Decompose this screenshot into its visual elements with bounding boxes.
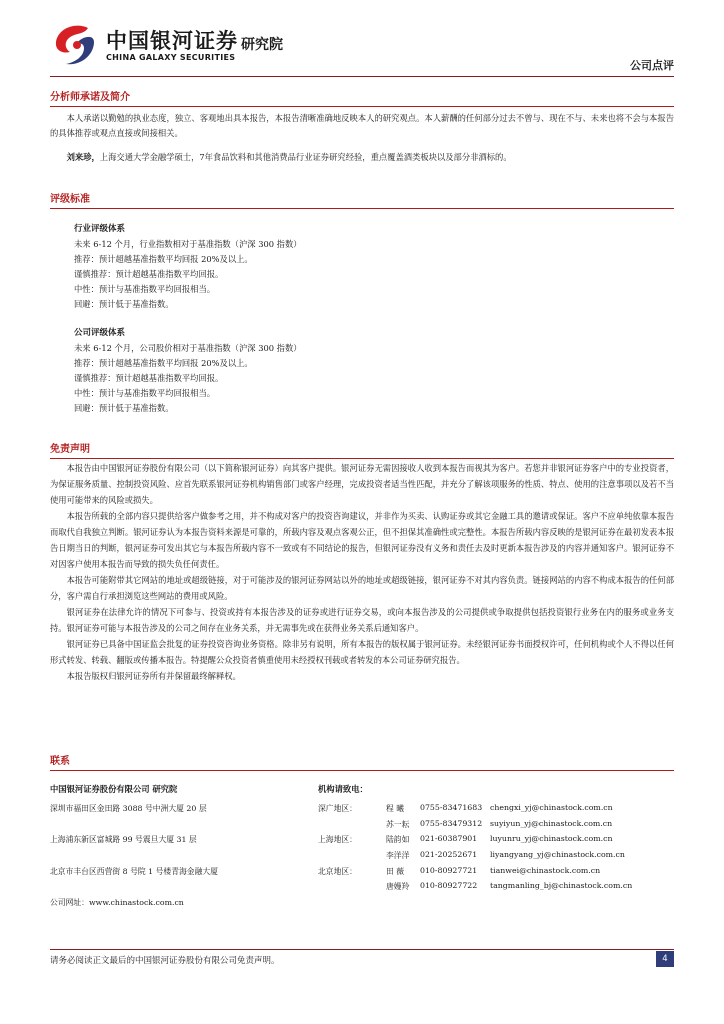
header-divider — [50, 76, 674, 77]
company-rating-line: 中性：预计与基准指数平均回报相当。 — [74, 388, 216, 398]
report-type: 公司点评 — [630, 59, 674, 72]
disclaimer-paragraph: 银河证券在法律允许的情况下可参与、投资或持有本报告涉及的证券或进行证券交易，或向本报告涉及的公司提供或争取提供包括投资银行业务在内的服务或业务支持。银河证券可能与本报告涉及的公司之间存在业务关系，并无需事先或在获得业务关系后通知客户。 — [50, 607, 674, 633]
contact-email[interactable]: tangmanling_bj@chinastock.com.cn — [490, 881, 633, 890]
industry-rating-line: 谨慎推荐：预计超越基准指数平均回报。 — [74, 269, 224, 279]
contact-email[interactable]: tianwei@chinastock.com.cn — [490, 866, 601, 875]
page-header — [50, 22, 674, 74]
address-beijing: 北京市丰台区西营街 8 号院 1 号楼青海金融大厦 — [50, 867, 218, 876]
industry-rating-line: 推荐：预计超越基准指数平均回报 20%及以上。 — [74, 254, 253, 264]
disclaimer-paragraph: 本报告由中国银河证券股份有限公司（以下简称银河证券）向其客户提供。银河证券无需因接收人收到本报告而视其为客户。若您并非银河证券客户中的专业投资者，为保证服务质量、控制投资风险、应首先联系银河证券机构销售部门或客户经理，完成投资者适当性匹配，并充分了解该项服务的性质、特点、使用的注意事项以及若不当使用可能带来的风险或损失。 — [50, 463, 674, 505]
rating-section-title: 评级标准 — [50, 190, 674, 209]
contact-email[interactable]: suyiyun_yj@chinastock.com.cn — [490, 819, 613, 828]
region-shanghai: 上海地区： — [318, 835, 357, 844]
industry-rating-line: 中性：预计与基准指数平均回报相当。 — [74, 284, 216, 294]
footer-divider — [50, 949, 674, 950]
logo-department: 研究院 — [241, 37, 283, 53]
analyst-statement: 本人承诺以勤勉的执业态度，独立、客观地出具本报告，本报告清晰准确地反映本人的研究观点。本人薪酬的任何部分过去不曾与、现在不与、未来也将不会与本报告的具体推荐或观点直接或间接相关。 — [50, 113, 674, 138]
disclaimer-section-title: 免责声明 — [50, 440, 674, 459]
industry-rating-title: 行业评级体系 — [74, 224, 126, 234]
contact-phone-title: 机构请致电： — [318, 784, 368, 794]
contact-phone: 021-60387901 — [420, 834, 478, 843]
company-rating-line: 回避：预计低于基准指数。 — [74, 403, 174, 413]
contact-email[interactable]: luyunru_yj@chinastock.com.cn — [490, 834, 613, 843]
contact-email[interactable]: chengxi_yj@chinastock.com.cn — [490, 803, 613, 812]
disclaimer-paragraph: 本报告版权归银河证券所有并保留最终解释权。 — [66, 671, 241, 681]
analyst-bio — [50, 150, 674, 165]
galaxy-logo-icon — [50, 22, 100, 68]
contact-section-title: 联系 — [50, 752, 674, 771]
contact-phone: 021-20252671 — [420, 850, 478, 859]
industry-rating-line: 回避：预计低于基准指数。 — [74, 299, 174, 309]
company-rating-title: 公司评级体系 — [74, 328, 126, 338]
footer-notice: 请务必阅读正文最后的中国银河证券股份有限公司免责声明。 — [50, 956, 280, 966]
disclaimer-paragraph: 本报告所载的全部内容只提供给客户做参考之用，并不构成对客户的投资咨询建议，并非作为买卖、认购证券或其它金融工具的邀请或保证。客户不应单纯依靠本报告而取代自我独立判断。银河证券认为本报告资料来源是可靠的，所载内容及观点客观公正，但不担保其准确性或完整性。本报告所载内容反映的是银河证券在最初发表本报告日期当日的判断，银河证券可发出其它与本报告所载内容不一致或有不同结论的报告，但银河证券没有义务和责任去及时更新本报告涉及的内容并通知客户。银河证券不对因客户使用本报告而导致的损失负任何责任。 — [50, 511, 674, 569]
analyst-bio-text: 上海交通大学金融学硕士，7年食品饮料和其他消费品行业证券研究经验，重点覆盖酒类板块以及部分非酒标的。 — [99, 152, 512, 162]
industry-rating-line: 未来 6-12 个月，行业指数相对于基准指数（沪深 300 指数） — [74, 239, 302, 249]
contact-name: 程 曦 — [386, 804, 405, 813]
company-rating-line: 推荐：预计超越基准指数平均回报 20%及以上。 — [74, 358, 253, 368]
logo-english-name: CHINA GALAXY SECURITIES — [106, 53, 236, 62]
company-rating-block — [74, 326, 654, 416]
page-number: 4 — [656, 951, 674, 967]
company-rating-line: 谨慎推荐：预计超越基准指数平均回报。 — [74, 373, 224, 383]
disclaimer-paragraph: 本报告可能附带其它网站的地址或超级链接，对于可能涉及的银河证券网站以外的地址或超级链接，银河证券不对其内容负责。链接网站的内容不构成本报告的任何部分，客户需自行承担浏览这些网站的费用或风险。 — [50, 575, 674, 601]
industry-rating-block — [74, 222, 654, 312]
company-rating-line: 未来 6-12 个月，公司股价相对于基准指数（沪深 300 指数） — [74, 343, 302, 353]
contact-name: 陆韵如 — [386, 835, 410, 844]
contact-org-name: 中国银河证券股份有限公司 研究院 — [50, 784, 178, 794]
contact-phone: 0755-83479312 — [420, 819, 483, 828]
disclaimer-body — [50, 460, 674, 684]
contact-phone: 010-80927721 — [420, 866, 478, 875]
analyst-name: 刘来珍， — [66, 152, 100, 162]
contact-name: 唐嫚羚 — [386, 882, 410, 891]
region-beijing: 北京地区： — [318, 867, 357, 876]
disclaimer-paragraph: 银河证券已具备中国证监会批复的证券投资咨询业务资格。除非另有说明，所有本报告的版权属于银河证券。未经银河证券书面授权许可，任何机构或个人不得以任何形式转发、转载、翻版或传播本报告。特提醒公众投资者慎重使用未经授权刊载或者转发的本公司证券研究报告。 — [50, 639, 674, 665]
contact-name: 田 薇 — [386, 867, 405, 876]
company-website[interactable]: 公司网址：www.chinastock.com.cn — [50, 898, 184, 907]
contact-email[interactable]: liyangyang_yj@chinastock.com.cn — [490, 850, 625, 859]
logo-chinese-name: 中国银河证券 — [106, 29, 238, 53]
address-shanghai: 上海浦东新区富城路 99 号震旦大厦 31 层 — [50, 835, 197, 844]
contact-name: 苏一耘 — [386, 820, 410, 829]
contact-name: 李洋洋 — [386, 851, 410, 860]
contact-phone: 010-80927722 — [420, 881, 478, 890]
region-shenzhen-guangzhou: 深广地区： — [318, 804, 357, 813]
analyst-section-title: 分析师承诺及简介 — [50, 88, 674, 107]
address-shenzhen: 深圳市福田区金田路 3088 号中洲大厦 20 层 — [50, 804, 207, 813]
contact-phone: 0755-83471683 — [420, 803, 483, 812]
